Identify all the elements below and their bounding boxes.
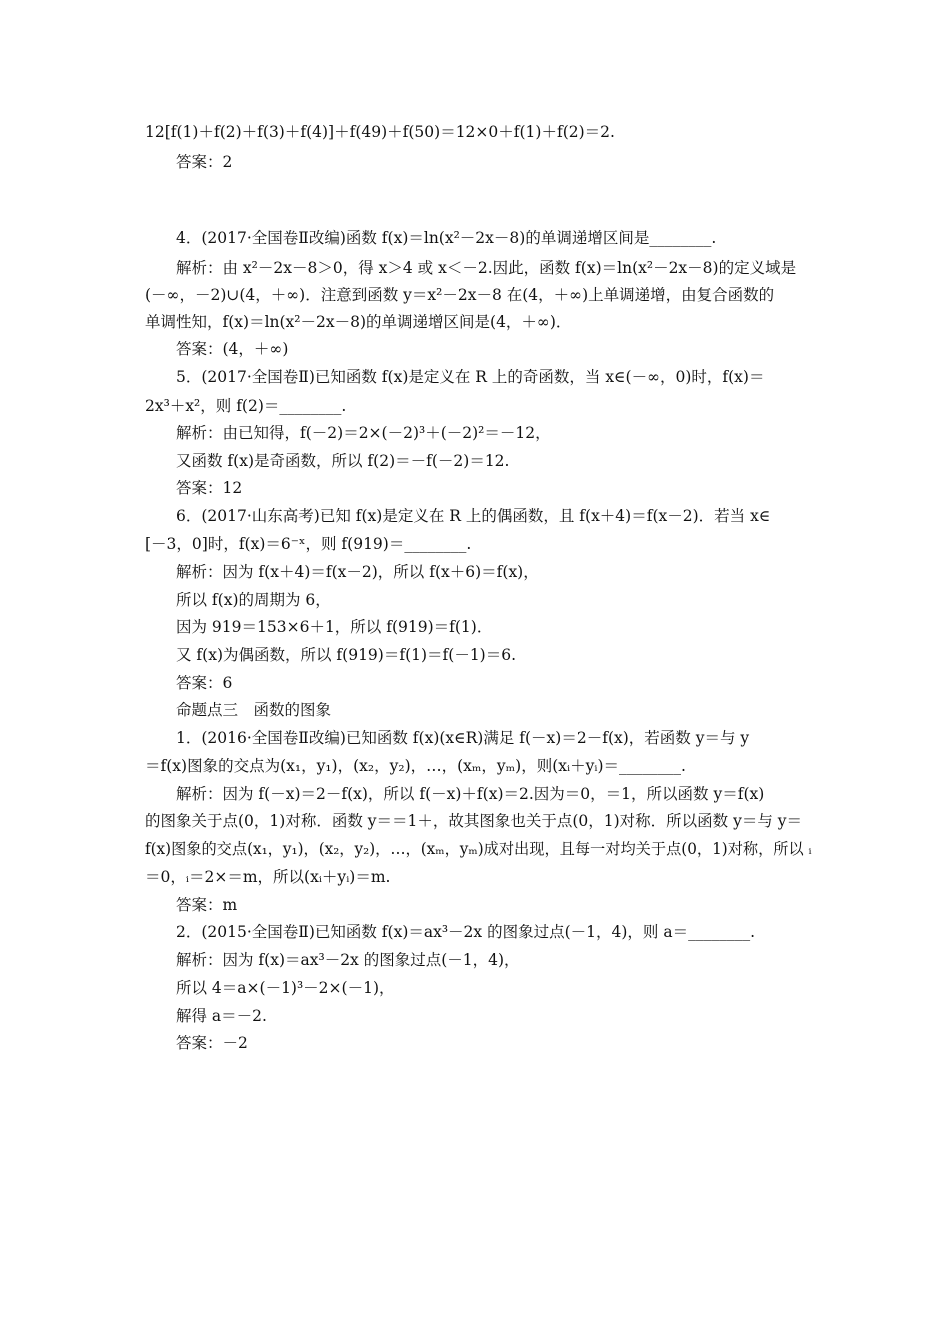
text-line: 2x³＋x²，则 f(2)＝________. xyxy=(145,397,347,415)
text-line: ＝f(x)图象的交点为(x₁，y₁)，(x₂，y₂)，…，(xₘ，yₘ)，则(xᵢ＋yᵢ)＝________. xyxy=(145,757,686,775)
text-line: (－∞，－2)∪(4，＋∞)．注意到函数 y＝x²－2x－8 在(4，＋∞)上单调递增，由复合函数的 xyxy=(145,286,775,304)
text-line: 解析：因为 f(x＋4)＝f(x－2)，所以 f(x＋6)＝f(x)， xyxy=(176,563,539,581)
text-line: 解析：因为 f(x)＝ax³－2x 的图象过点(－1，4)， xyxy=(176,951,520,969)
text-line: 单调性知，f(x)＝ln(x²－2x－8)的单调递增区间是(4，＋∞)． xyxy=(145,313,572,331)
text-line: 4．(2017·全国卷Ⅱ改编)函数 f(x)＝ln(x²－2x－8)的单调递增区间是________. xyxy=(176,229,717,247)
text-line: 答案：(4，＋∞) xyxy=(176,340,289,358)
text-line: 所以 f(x)的周期为 6， xyxy=(176,591,331,609)
text-line: 命题点三 函数的图象 xyxy=(176,701,332,719)
text-line: 2．(2015·全国卷Ⅱ)已知函数 f(x)＝ax³－2x 的图象过点(－1，4)，则 a＝________. xyxy=(176,923,756,941)
text-line: 答案：－2 xyxy=(176,1034,248,1052)
text-line: 的图象关于点(0，1)对称．函数 y＝＝1＋，故其图象也关于点(0，1)对称．所以函数 y＝与 y＝ xyxy=(145,812,803,830)
text-line: 又 f(x)为偶函数，所以 f(919)＝f(1)＝f(－1)＝6. xyxy=(176,646,517,664)
text-line: 解析：由已知得，f(－2)＝2×(－2)³＋(－2)²＝－12， xyxy=(176,424,551,442)
text-line: 解得 a＝－2. xyxy=(176,1007,267,1025)
text-line: 12[f(1)＋f(2)＋f(3)＋f(4)]＋f(49)＋f(50)＝12×0＋f(1)＋f(2)＝2. xyxy=(145,123,615,141)
text-line: 因为 919＝153×6＋1，所以 f(919)＝f(1)． xyxy=(176,618,493,636)
text-line: 又函数 f(x)是奇函数，所以 f(2)＝－f(－2)＝12. xyxy=(176,452,510,470)
text-line: 答案：m xyxy=(176,896,238,914)
text-line: 所以 4＝a×(－1)³－2×(－1)， xyxy=(176,979,395,997)
text-line: 答案：6 xyxy=(176,674,233,692)
text-line: [－3，0]时，f(x)＝6⁻ˣ，则 f(919)＝________. xyxy=(145,535,472,553)
text-line: 答案：12 xyxy=(176,479,243,497)
text-line: f(x)图象的交点(x₁，y₁)，(x₂，y₂)，…，(xₘ，yₘ)成对出现，且每一对均关于点(0，1)对称，所以 ᵢ xyxy=(145,840,812,858)
text-line: 5．(2017·全国卷Ⅱ)已知函数 f(x)是定义在 R 上的奇函数，当 x∈(－∞，0)时，f(x)＝ xyxy=(176,368,765,386)
text-line: ＝0，ᵢ＝2×＝m，所以(xᵢ＋yᵢ)＝m. xyxy=(145,868,391,886)
text-line: 解析：由 x²－2x－8＞0，得 x＞4 或 x＜－2.因此，函数 f(x)＝ln(x²－2x－8)的定义域是 xyxy=(176,259,797,277)
text-line: 答案：2 xyxy=(176,153,233,171)
text-line: 6．(2017·山东高考)已知 f(x)是定义在 R 上的偶函数，且 f(x＋4)＝f(x－2)．若当 x∈ xyxy=(176,507,771,525)
text-line: 解析：因为 f(－x)＝2－f(x)，所以 f(－x)＋f(x)＝2.因为＝0，＝1，所以函数 y＝f(x) xyxy=(176,785,765,803)
text-line: 1．(2016·全国卷Ⅱ改编)已知函数 f(x)(x∈R)满足 f(－x)＝2－f(x)，若函数 y＝与 y xyxy=(176,729,750,747)
